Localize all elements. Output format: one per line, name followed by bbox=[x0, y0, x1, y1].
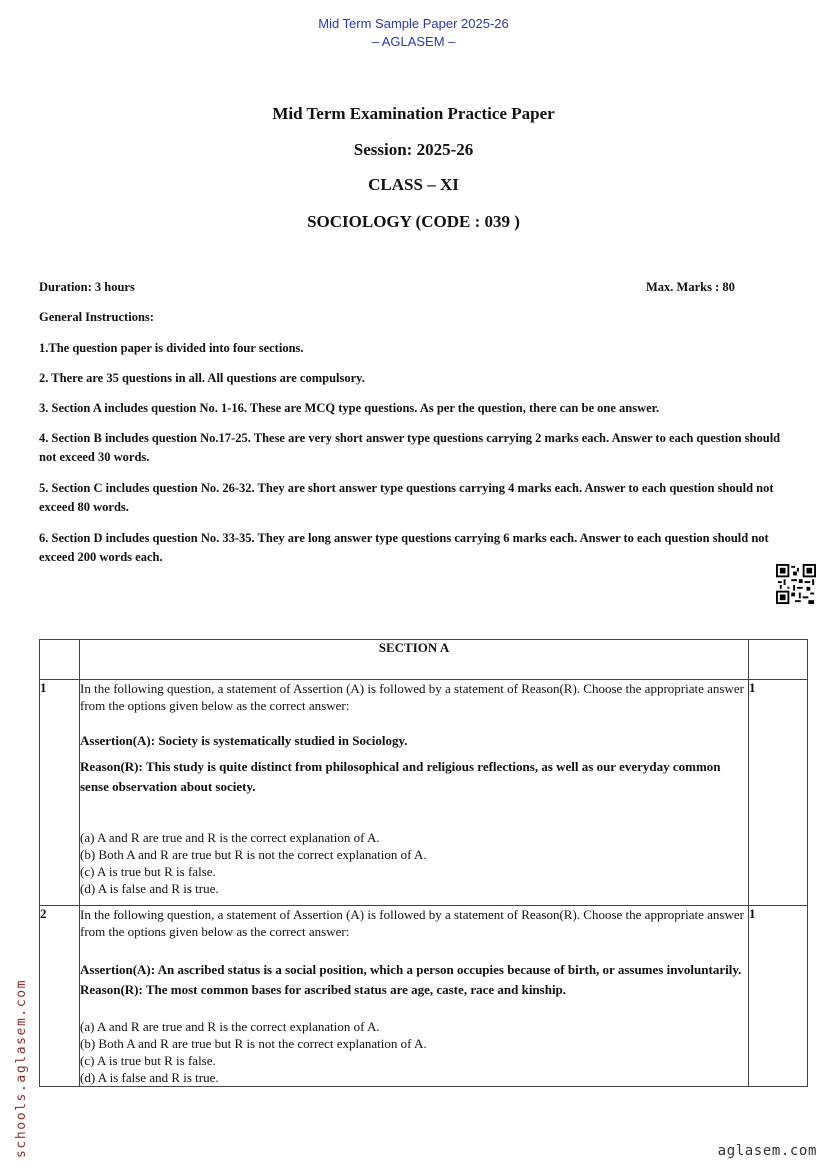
option: (d) A is false and R is true. bbox=[80, 1070, 219, 1085]
question-row bbox=[40, 906, 808, 1087]
question-number: 1 bbox=[40, 680, 80, 906]
question-row bbox=[40, 680, 808, 906]
option: (a) A and R are true and R is the correct explanation of A. bbox=[80, 1019, 380, 1034]
option: (a) A and R are true and R is the correct explanation of A. bbox=[80, 830, 380, 845]
instruction-item: 2. There are 35 questions in all. All questions are compulsory. bbox=[39, 371, 365, 385]
option: (d) A is false and R is true. bbox=[80, 881, 219, 896]
duration: Duration: 3 hours bbox=[39, 280, 135, 294]
paper-title: Mid Term Examination Practice Paper bbox=[272, 104, 555, 123]
question-body bbox=[80, 680, 749, 906]
class-title: CLASS – XI bbox=[368, 175, 459, 194]
option: (b) Both A and R are true but R is not the correct explanation of A. bbox=[80, 847, 427, 862]
side-watermark: schools.aglasem.com bbox=[14, 978, 29, 1158]
section-header-row bbox=[40, 640, 808, 680]
assertion-text: Assertion(A): An ascribed status is a social position, which a person occupies because of birth, or assumes involuntarily. bbox=[80, 962, 742, 977]
header-title: Mid Term Sample Paper 2025-26 bbox=[318, 16, 509, 31]
option: (b) Both A and R are true but R is not the correct explanation of A. bbox=[80, 1036, 427, 1051]
instructions-heading: General Instructions: bbox=[39, 310, 154, 324]
instruction-item: 5. Section C includes question No. 26-32. They are short answer type questions carrying 4 marks each. Answer to each question should not exceed 80 words. bbox=[39, 481, 774, 514]
option: (c) A is true but R is false. bbox=[80, 864, 216, 879]
question-stem: In the following question, a statement of Assertion (A) is followed by a statement of Reason(R). Choose the appropriate answer from the options given below as the correct answer: bbox=[80, 907, 744, 939]
assertion-text: Assertion(A): Society is systematically studied in Sociology. bbox=[80, 733, 408, 748]
question-table bbox=[39, 639, 808, 1087]
instruction-item: 4. Section B includes question No.17-25. These are very short answer type questions carrying 2 marks each. Answer to each question should not exceed 30 words. bbox=[39, 431, 781, 464]
question-marks: 1 bbox=[749, 906, 808, 1087]
reason-text: Reason(R): This study is quite distinct from philosophical and religious reflections, as well as our everyday common sense observation about society. bbox=[80, 759, 721, 794]
subject-title: SOCIOLOGY (CODE : 039 ) bbox=[307, 212, 520, 231]
section-label: SECTION A bbox=[80, 640, 749, 680]
session-title: Session: 2025-26 bbox=[353, 140, 474, 159]
header-brand: – AGLASEM – bbox=[371, 34, 456, 49]
question-number: 2 bbox=[40, 906, 80, 1087]
reason-text: Reason(R): The most common bases for ascribed status are age, caste, race and kinship. bbox=[80, 982, 567, 997]
question-stem: In the following question, a statement of Assertion (A) is followed by a statement of Reason(R). Choose the appropriate answer from the options given below as the correct answer: bbox=[80, 681, 744, 713]
instruction-item: 3. Section A includes question No. 1-16. These are MCQ type questions. As per the question, there can be one answer. bbox=[39, 401, 660, 415]
option: (c) A is true but R is false. bbox=[80, 1053, 216, 1068]
bottom-watermark: aglasem.com bbox=[717, 1143, 817, 1159]
question-marks: 1 bbox=[749, 680, 808, 906]
qr-code-icon bbox=[776, 564, 816, 604]
instruction-item: 1.The question paper is divided into four sections. bbox=[39, 341, 304, 355]
question-body bbox=[80, 906, 749, 1087]
max-marks: Max. Marks : 80 bbox=[646, 280, 735, 294]
instruction-item: 6. Section D includes question No. 33-35. They are long answer type questions carrying 6 marks each. Answer to each question should not exceed 200 words each. bbox=[39, 531, 769, 564]
